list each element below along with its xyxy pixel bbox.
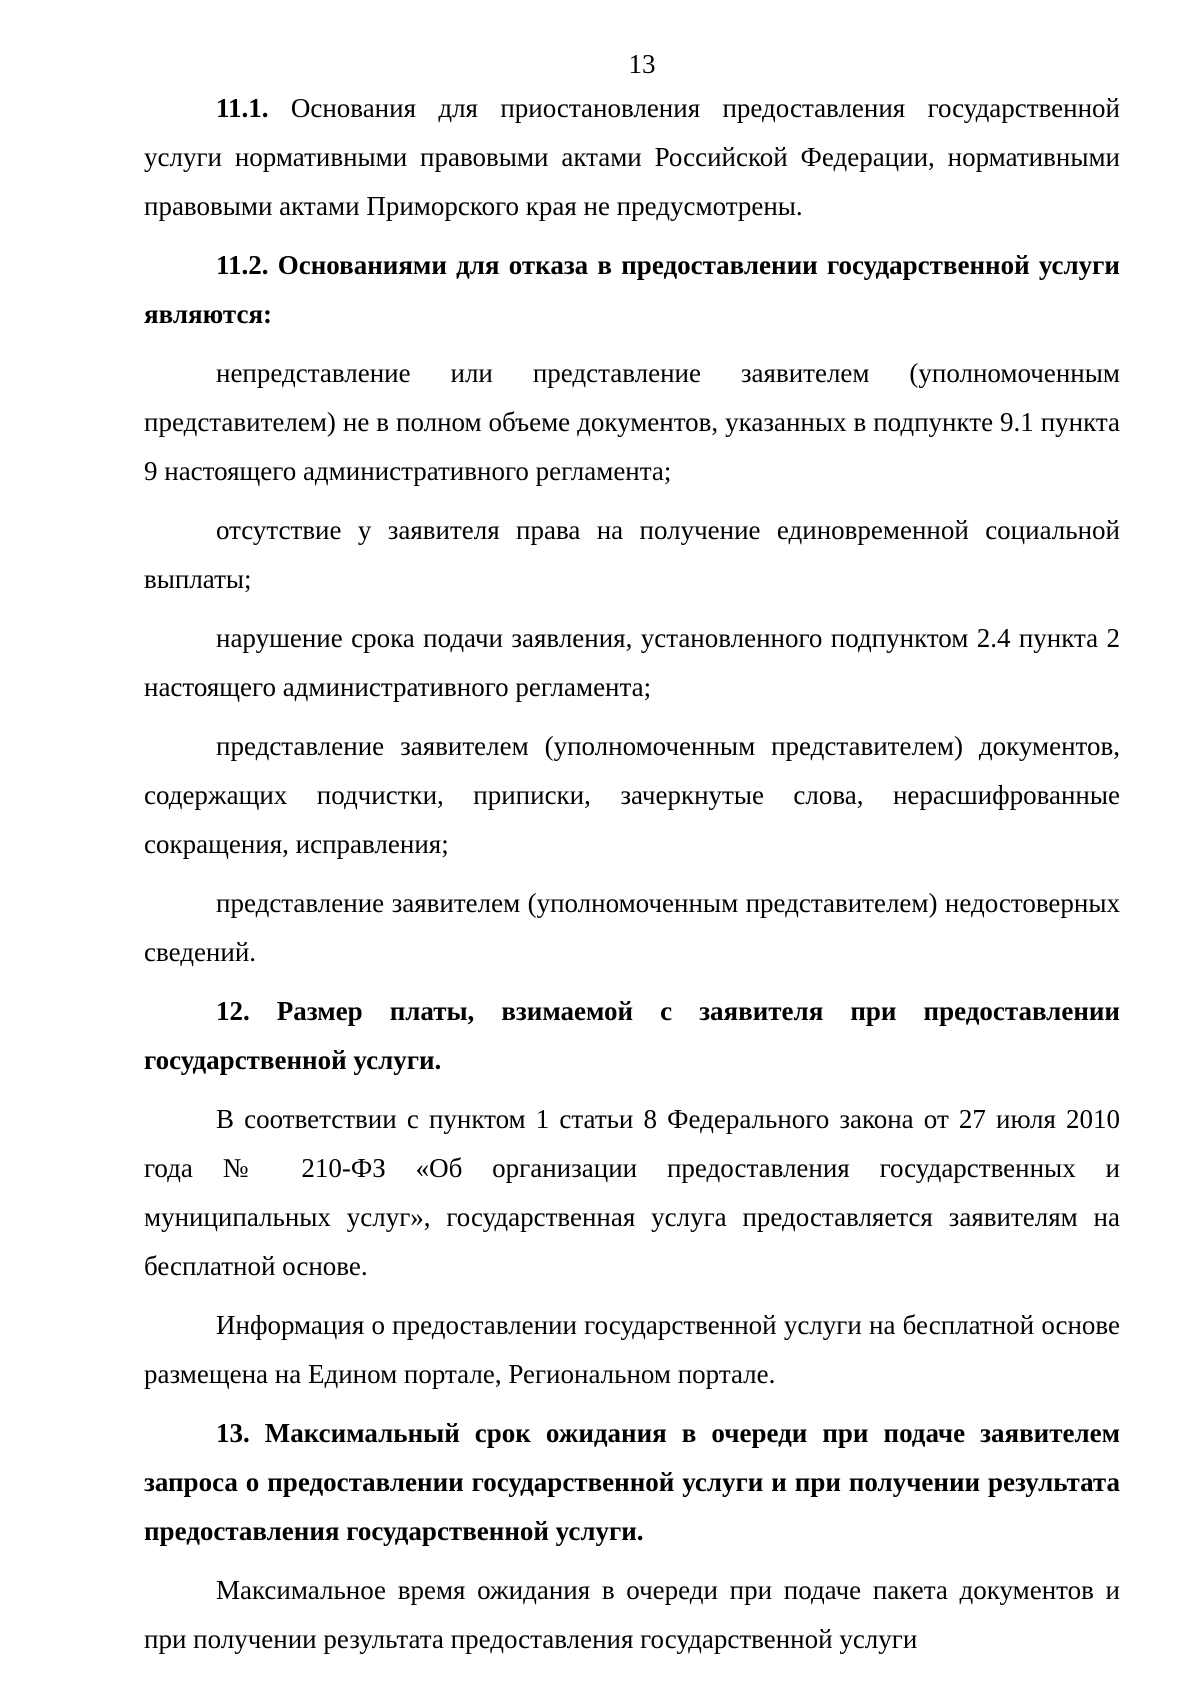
free-service-info-paragraph: Информация о предоставлении государственной услуги на бесплатной основе размещена на Едином портале, Региональном портале.	[144, 1310, 1120, 1389]
paragraph-text: Размер платы, взимаемой с заявителя при предоставлении государственной услуги.	[144, 996, 1120, 1075]
waiting-time-paragraph: Максимальное время ожидания в очереди при подаче пакета документов и при получении результата предоставления государственной услуги	[144, 1575, 1120, 1654]
fee-paragraph: В соответствии с пунктом 1 статьи 8 Федерального закона от 27 июля 2010 года № 210-ФЗ «Об организации предоставления государственных и муниципальных услуг», государственная услуга предоставляется заявителям на бесплатной основе.	[144, 1104, 1120, 1281]
heading-13	[144, 1409, 1120, 1556]
refusal-ground-false-information: представление заявителем (уполномоченным представителем) недостоверных сведений.	[144, 888, 1120, 967]
refusal-ground-incomplete-documents: непредставление или представление заявителем (уполномоченным представителем) не в полном объеме документов, указанных в подпункте 9.1 пункта 9 настоящего административного регламента;	[144, 358, 1120, 486]
refusal-ground-corrected-documents: представление заявителем (уполномоченным представителем) документов, содержащих подчистки, приписки, зачеркнутые слова, нерасшифрованные сокращения, исправления;	[144, 731, 1120, 859]
paragraph-number: 12.	[216, 996, 250, 1026]
heading-11-2	[144, 241, 1120, 339]
paragraph-number: 11.2.	[216, 250, 269, 280]
paragraph-number: 13.	[216, 1418, 250, 1448]
paragraph-text: Основаниями для отказа в предоставлении государственной услуги являются:	[144, 250, 1120, 329]
paragraph-text: Основания для приостановления предоставления государственной услуги нормативными правовыми актами Российской Федерации, нормативными правовыми актами Приморского края не предусмотрены.	[144, 93, 1120, 221]
paragraph-11-1	[144, 84, 1120, 231]
refusal-ground-no-right: отсутствие у заявителя права на получение единовременной социальной выплаты;	[144, 515, 1120, 594]
paragraph-number: 11.1.	[216, 93, 269, 123]
refusal-ground-deadline-violation: нарушение срока подачи заявления, установленного подпунктом 2.4 пункта 2 настоящего административного регламента;	[144, 623, 1120, 702]
paragraph-text: Максимальный срок ожидания в очереди при подаче заявителем запроса о предоставлении государственной услуги и при получении результата предоставления государственной услуги.	[144, 1418, 1120, 1546]
heading-12	[144, 987, 1120, 1085]
page-number: 13	[628, 49, 656, 79]
